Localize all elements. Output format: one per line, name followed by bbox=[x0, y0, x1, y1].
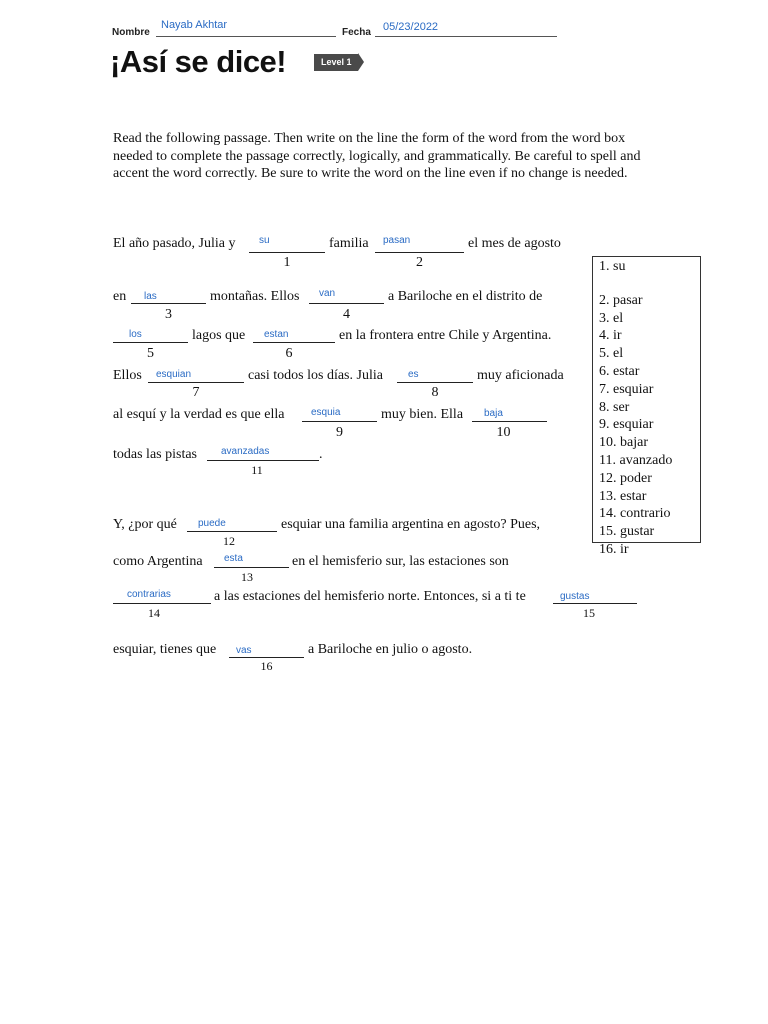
answer-2[interactable]: pasan bbox=[383, 235, 411, 246]
answer-4[interactable]: van bbox=[319, 288, 336, 299]
blank-1[interactable] bbox=[249, 252, 325, 253]
word-box-item: 16. ir bbox=[599, 541, 629, 557]
passage-text: esquiar, tienes que bbox=[113, 642, 217, 657]
word-box-list bbox=[599, 258, 672, 559]
answer-15[interactable]: gustas bbox=[560, 591, 590, 602]
passage-text: lagos que bbox=[192, 328, 246, 343]
blank-number-14: 14 bbox=[148, 606, 160, 620]
answer-3[interactable]: las bbox=[144, 291, 157, 302]
answer-10[interactable]: baja bbox=[484, 408, 503, 419]
date-field[interactable]: 05/23/2022 bbox=[383, 21, 439, 33]
name-line bbox=[156, 36, 336, 37]
answer-13[interactable]: esta bbox=[224, 553, 243, 564]
word-box-item: 11. avanzado bbox=[599, 452, 673, 468]
passage-text: en bbox=[113, 289, 127, 304]
passage-text: muy aficionada bbox=[477, 368, 564, 383]
blank-number-12: 12 bbox=[223, 534, 235, 548]
answer-6[interactable]: estan bbox=[264, 329, 289, 340]
passage-text: al esquí y la verdad es que ella bbox=[113, 407, 285, 422]
blank-7[interactable] bbox=[148, 382, 244, 383]
passage-text: el mes de agosto bbox=[468, 236, 561, 251]
blank-number-15: 15 bbox=[583, 606, 595, 620]
blank-number-8: 8 bbox=[431, 385, 439, 400]
blank-10[interactable] bbox=[472, 421, 547, 422]
blank-number-1: 1 bbox=[283, 255, 291, 270]
blank-4[interactable] bbox=[309, 303, 384, 304]
word-box-item: 13. estar bbox=[599, 488, 647, 504]
blank-number-16: 16 bbox=[260, 659, 273, 673]
passage-text: montañas. Ellos bbox=[210, 289, 300, 304]
word-box-item: 12. poder bbox=[599, 470, 652, 486]
passage-text: esquiar una familia argentina en agosto? Pues, bbox=[281, 517, 541, 532]
blank-3[interactable] bbox=[131, 303, 206, 304]
date-label: Fecha bbox=[342, 27, 371, 38]
word-box-item: 6. estar bbox=[599, 363, 640, 379]
passage-text: El año pasado, Julia y bbox=[113, 236, 236, 251]
passage-text: Ellos bbox=[113, 368, 142, 383]
answer-16[interactable]: vas bbox=[236, 645, 252, 656]
level-label: Level 1 bbox=[314, 54, 358, 71]
blank-number-4: 4 bbox=[343, 307, 350, 322]
word-box-item: 4. ir bbox=[599, 328, 622, 344]
answer-1[interactable]: su bbox=[259, 235, 270, 246]
passage-text: como Argentina bbox=[113, 554, 203, 569]
passage-text: en la frontera entre Chile y Argentina. bbox=[339, 328, 552, 343]
passage-text: a Bariloche en julio o agosto. bbox=[308, 642, 473, 657]
level-badge bbox=[314, 53, 364, 71]
blank-15[interactable] bbox=[553, 603, 637, 604]
name-field[interactable]: Nayab Akhtar bbox=[161, 19, 228, 31]
blank-16[interactable] bbox=[229, 657, 304, 658]
passage-text: casi todos los días. Julia bbox=[248, 368, 383, 383]
blank-number-6: 6 bbox=[285, 346, 293, 361]
answer-8[interactable]: es bbox=[408, 369, 419, 380]
word-box-item: 14. contrario bbox=[599, 506, 671, 522]
passage-text: todas las pistas bbox=[113, 447, 197, 462]
word-box-item: 1. su bbox=[599, 259, 626, 274]
answer-12[interactable]: puede bbox=[198, 518, 226, 529]
blank-number-7: 7 bbox=[192, 385, 200, 400]
blank-2[interactable] bbox=[375, 252, 464, 253]
word-box-item: 5. el bbox=[599, 346, 624, 362]
instructions: Read the following passage. Then write on the line the form of the word from the word box needed to complete the passage correctly, logically, and grammatically. Be careful to spell and accent the word correctly. Be sure to write the word on the line even if no change is needed. bbox=[113, 131, 641, 181]
passage-text: a las estaciones del hemisferio norte. Entonces, si a ti te bbox=[214, 589, 526, 604]
answer-9[interactable]: esquia bbox=[311, 407, 341, 418]
passage-text: en el hemisferio sur, las estaciones son bbox=[292, 554, 509, 569]
answer-11[interactable]: avanzadas bbox=[221, 446, 270, 457]
blank-number-11: 11 bbox=[251, 463, 263, 477]
passage-text: a Bariloche en el distrito de bbox=[388, 289, 543, 304]
answer-7[interactable]: esquian bbox=[156, 369, 192, 380]
blank-number-13: 13 bbox=[241, 570, 253, 584]
word-box-item: 3. el bbox=[599, 310, 624, 326]
word-box-item: 2. pasar bbox=[599, 292, 643, 308]
word-box-item: 10. bajar bbox=[599, 435, 648, 451]
blank-8[interactable] bbox=[397, 382, 473, 383]
blank-number-2: 2 bbox=[416, 255, 423, 270]
word-box-item: 9. esquiar bbox=[599, 417, 654, 433]
blank-13[interactable] bbox=[214, 567, 289, 568]
level-badge-tail bbox=[358, 53, 364, 71]
passage-text: . bbox=[319, 447, 323, 462]
blank-12[interactable] bbox=[187, 531, 277, 532]
blank-14[interactable] bbox=[113, 603, 211, 604]
name-label: Nombre bbox=[112, 27, 150, 38]
answer-14[interactable]: contrarias bbox=[127, 589, 171, 600]
blank-number-10: 10 bbox=[496, 425, 511, 440]
word-box-item: 7. esquiar bbox=[599, 381, 654, 397]
passage-text: Y, ¿por qué bbox=[113, 517, 177, 532]
blank-9[interactable] bbox=[302, 421, 377, 422]
blank-6[interactable] bbox=[253, 342, 335, 343]
blank-number-3: 3 bbox=[165, 307, 172, 322]
blank-11[interactable] bbox=[207, 460, 319, 461]
answer-5[interactable]: los bbox=[129, 329, 142, 340]
logo-title: ¡Así se dice! bbox=[110, 44, 287, 79]
date-line bbox=[375, 36, 557, 37]
passage-text: familia bbox=[329, 236, 369, 251]
word-box-item: 15. gustar bbox=[599, 524, 655, 540]
blank-number-5: 5 bbox=[147, 346, 154, 361]
blank-number-9: 9 bbox=[336, 425, 343, 440]
word-box-item: 8. ser bbox=[599, 399, 630, 415]
passage-text: muy bien. Ella bbox=[381, 407, 464, 422]
blank-5[interactable] bbox=[113, 342, 188, 343]
